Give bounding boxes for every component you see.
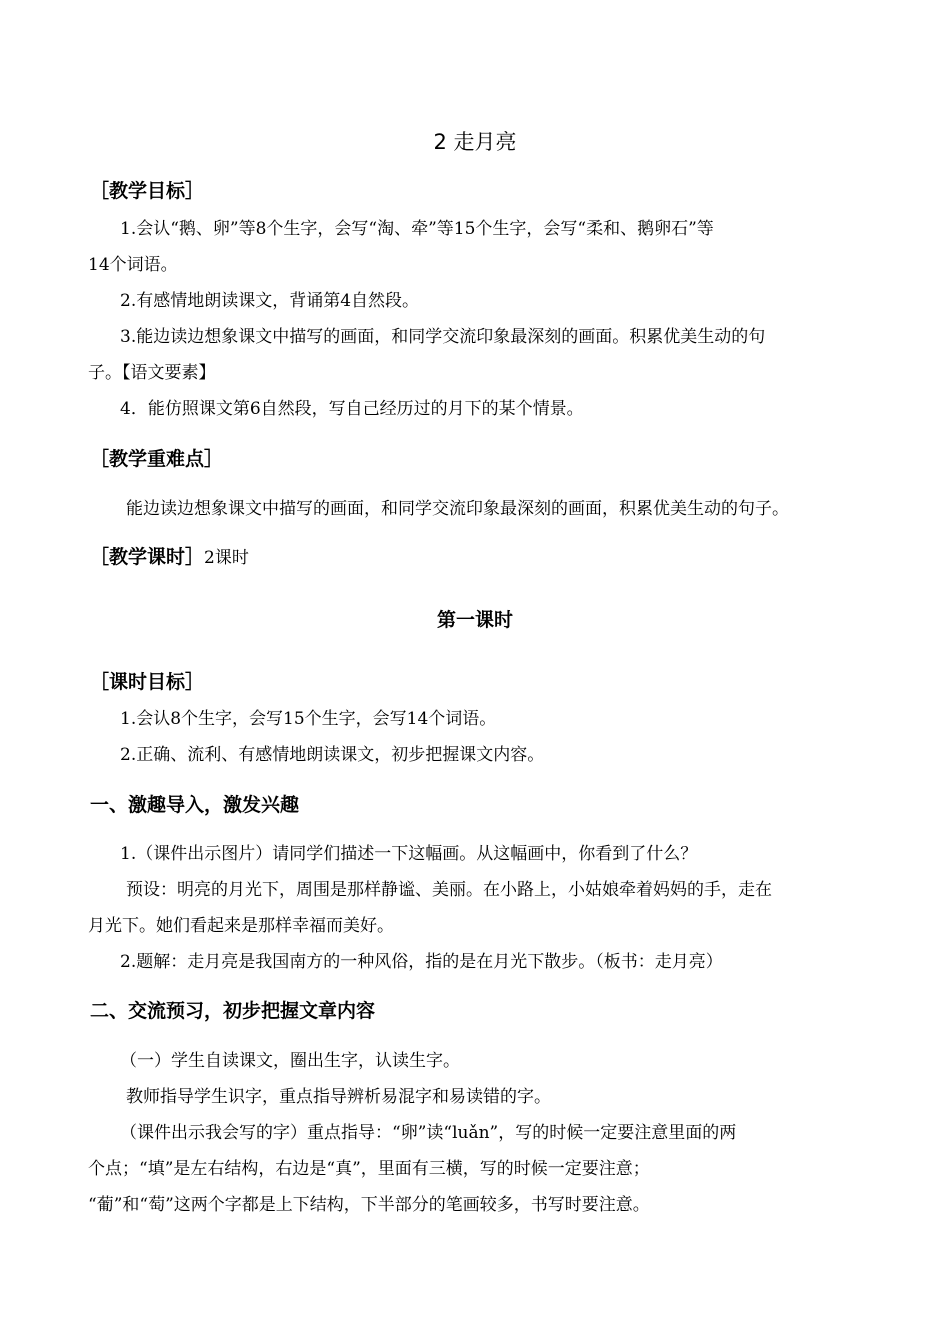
- section2-line: 教师指导学生识字，重点指导辨析易混字和易读错的字。: [126, 1087, 551, 1107]
- section1-line: 2.题解：走月亮是我国南方的一种风俗，指的是在月光下散步。（板书：走月亮）: [120, 952, 723, 972]
- section2-line: “葡”和“萄”这两个字都是上下结构，下半部分的笔画较多，书写时要注意。: [88, 1195, 650, 1215]
- section1-line: 1.（课件出示图片）请同学们描述一下这幅画。从这幅画中，你看到了什么？: [120, 844, 698, 864]
- hours-value: 2课时: [204, 548, 249, 568]
- hours-row: [90, 544, 249, 571]
- lesson-objective-line: 1.会认8个生字，会写15个生字，会写14个词语。: [120, 709, 497, 729]
- lesson-objectives-heading: ［课时目标］: [90, 671, 205, 693]
- objective-line: 2.有感情地朗读课文，背诵第4自然段。: [120, 291, 420, 311]
- section1-line: 月光下。她们看起来是那样幸福而美好。: [88, 916, 394, 936]
- objective-line: 子。【语文要素】: [88, 363, 216, 383]
- document-title: 2 走月亮: [433, 130, 517, 154]
- section2-line: （一）学生自读课文，圈出生字，认读生字。: [120, 1051, 460, 1071]
- section2-line: （课件出示我会写的字）重点指导：“卵”读“luǎn”，写的时候一定要注意里面的两: [120, 1123, 737, 1143]
- hours-heading: ［教学课时］: [90, 546, 205, 568]
- objective-line: 4．能仿照课文第6自然段，写自己经历过的月下的某个情景。: [120, 399, 584, 419]
- first-lesson-title: 第一课时: [436, 609, 513, 631]
- objective-line: 1.会认“鹅、卵”等8个生字，会写“淘、牵”等15个生字，会写“柔和、鹅卵石”等: [120, 219, 714, 239]
- section2-heading: 二、交流预习，初步把握文章内容: [90, 1000, 376, 1022]
- keypoints-heading: ［教学重难点］: [90, 448, 224, 470]
- objective-line: 3.能边读边想象课文中描写的画面，和同学交流印象最深刻的画面。积累优美生动的句: [120, 327, 766, 347]
- objectives-heading: ［教学目标］: [90, 180, 205, 202]
- section1-heading: 一、激趣导入，激发兴趣: [90, 794, 300, 816]
- lesson-objective-line: 2.正确、流利、有感情地朗读课文，初步把握课文内容。: [120, 745, 545, 765]
- objective-line: 14个词语。: [88, 255, 178, 275]
- section2-line: 个点；“填”是左右结构，右边是“真”，里面有三横，写的时候一定要注意；: [88, 1159, 650, 1179]
- keypoints-text: 能边读边想象课文中描写的画面，和同学交流印象最深刻的画面，积累优美生动的句子。: [126, 499, 789, 519]
- section1-line: 预设：明亮的月光下，周围是那样静谧、美丽。在小路上，小姑娘牵着妈妈的手，走在: [126, 880, 772, 900]
